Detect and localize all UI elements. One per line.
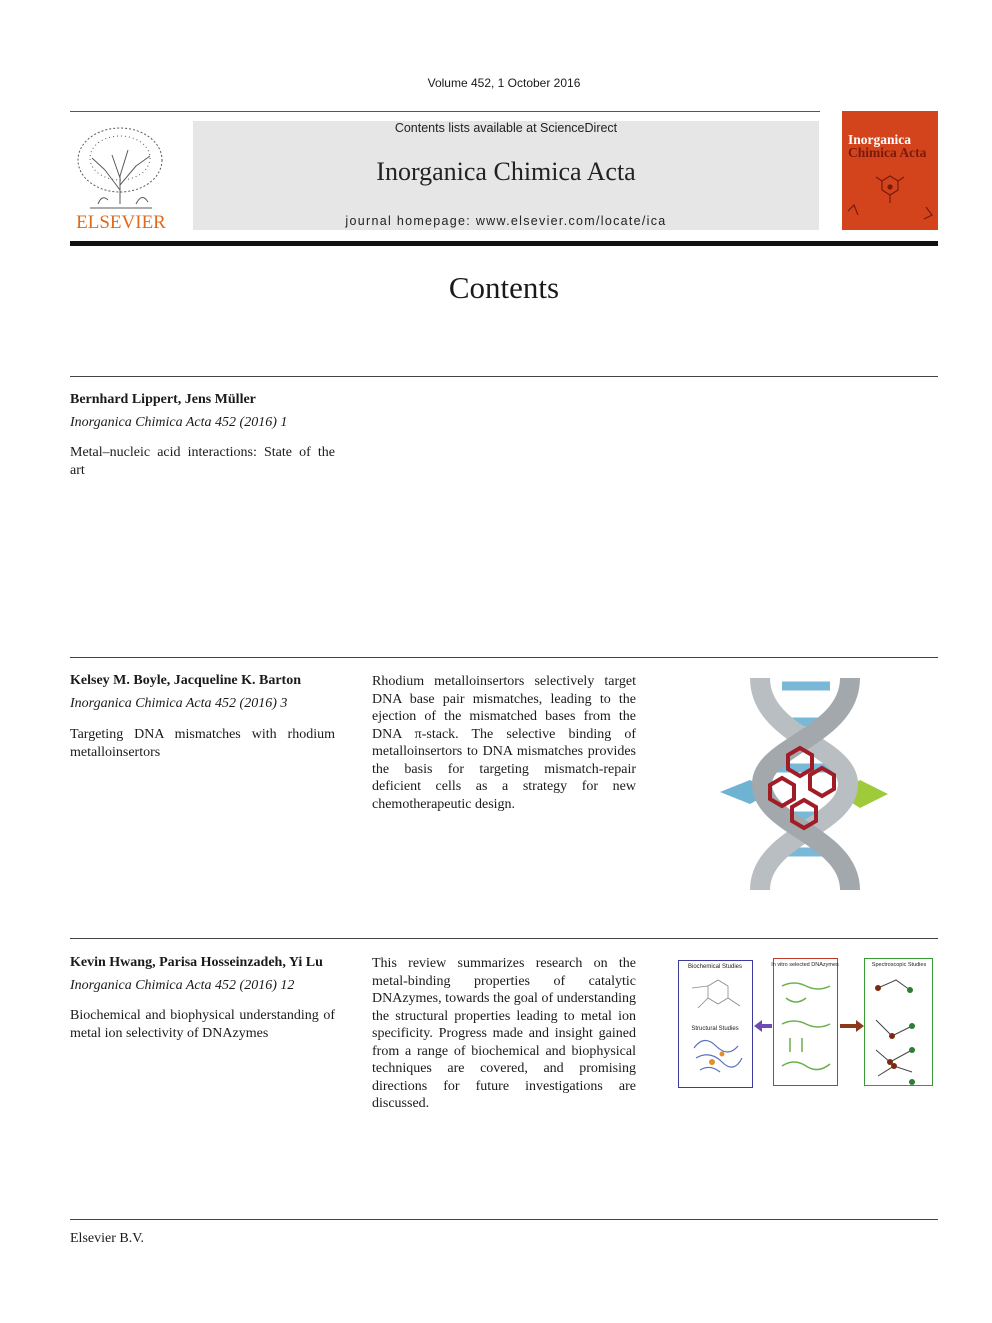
dnazyme-graphical-abstract — [678, 958, 934, 1090]
panel-label: Structural Studies — [691, 1026, 739, 1032]
journal-cover — [842, 111, 938, 230]
entry-citation[interactable]: Inorganica Chimica Acta 452 (2016) 1 — [70, 415, 288, 430]
header-thick-rule — [70, 241, 938, 246]
svg-text:ELSEVIER: ELSEVIER — [76, 212, 166, 232]
header-rule — [70, 111, 820, 112]
entry-authors: Kevin Hwang, Parisa Hosseinzadeh, Yi Lu — [70, 955, 323, 970]
page-title: Contents — [448, 270, 560, 305]
cover-title-line1: Inorganica — [848, 132, 912, 147]
dna-helix-icon — [720, 676, 890, 892]
volume-info: Volume 452, 1 October 2016 — [427, 76, 581, 90]
panel-label: Spectroscopic Studies — [871, 962, 927, 968]
entry-title[interactable]: Targeting DNA mismatches with rhodium metalloinsertors — [70, 727, 335, 760]
entry-authors: Kelsey M. Boyle, Jacqueline K. Barton — [70, 673, 301, 688]
sciencedirect-line: Contents lists available at ScienceDirect — [394, 121, 618, 135]
entry-abstract: This review summarizes research on the metal-binding properties of catalytic DNAzymes, towards the goal of understanding the structural properties leading to metal ion specificity. Progress made and insight gained from a range of biochemical and biophysical techniques are covered, and promising directions for future investigations are discussed. — [372, 956, 636, 1111]
cover-title-line2: Chimica Acta — [848, 145, 927, 160]
cover-artwork-icon — [842, 111, 938, 230]
panel-label: In vitro selected DNAzymes — [771, 962, 839, 968]
entry-separator — [70, 376, 938, 377]
journal-title: Inorganica Chimica Acta — [376, 157, 636, 186]
panel-label: Biochemical Studies — [687, 964, 743, 970]
dnazyme-figure-icon — [678, 958, 934, 1090]
entry-separator — [70, 657, 938, 658]
entry-title[interactable]: Metal–nucleic acid interactions: State of the art — [70, 445, 335, 478]
dna-graphical-abstract — [720, 676, 890, 892]
entry-abstract: Rhodium metalloinsertors selectively target DNA base pair mismatches, leading to the ejection of the mismatched bases from the DNA π-stack. The selective binding of metalloinsertors to DNA mismatches provides the basis for targeting mismatch-repair deficient cells as a strategy for new chemotherapeutic design. — [372, 674, 636, 812]
journal-homepage[interactable]: journal homepage: www.elsevier.com/locate/ica — [345, 214, 667, 228]
entry-citation[interactable]: Inorganica Chimica Acta 452 (2016) 12 — [70, 978, 295, 993]
journal-header-band — [193, 121, 819, 230]
entry-title[interactable]: Biochemical and biophysical understanding of metal ion selectivity of DNAzymes — [70, 1008, 335, 1041]
entry-authors: Bernhard Lippert, Jens Müller — [70, 392, 256, 407]
footer-separator — [70, 1219, 938, 1220]
entry-separator — [70, 938, 938, 939]
elsevier-logo — [70, 120, 172, 232]
entry-citation[interactable]: Inorganica Chimica Acta 452 (2016) 3 — [70, 696, 288, 711]
publisher-footer: Elsevier B.V. — [70, 1231, 145, 1246]
tree-icon — [70, 120, 172, 232]
